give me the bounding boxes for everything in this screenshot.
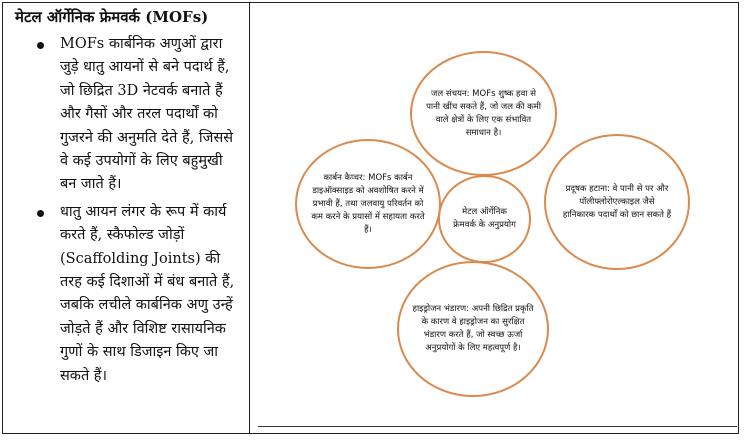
bottom-rule [258,426,737,427]
carbon-capture-circle [295,139,441,269]
bullet-text: MOFs कार्बनिक अणुओं द्वारा जुड़े धातु आयनों से बने पदार्थ हैं, जो छिद्रित 3D नेटवर्क बनाते हैं और गैसों और तरल पदार्थों को गुजरने की अनुमति देते हैं, जिससे वे कई उपयोगों के लिए बहुमुखी बन जाते हैं। [60,36,234,193]
center-text: मेटल ऑर्गेनिक फ्रेमवर्क के अनुप्रयोग [453,207,516,230]
section-title: मेटल ऑर्गेनिक फ्रेमवर्क (MOFs) [15,8,209,26]
water-harvesting-text: जल संचयन: MOFs शुष्क हवा से पानी खींच सकते हैं, जो जल की कमी वाले क्षेत्रों के लिए एक संभावित समाधान है। [426,88,541,138]
content-table [2,2,739,434]
applications-diagram [250,3,739,433]
bullet-icon [37,42,44,49]
pollutant-removal-text: प्रदूषक हटाना: वे पानी से पर और पॉलीफ्लोरोएल्काइल जैसे हानिकारक पदार्थों को छान सकते हैं [562,183,672,220]
carbon-capture-text: कार्बन कैप्चर: MOFs कार्बन डाइऑक्साइड को अवशोषित करने में प्रभावी हैं, तथा जलवायु परिवर्तन को कम करने के प्रयासों में सहायता करते हैं। [311,172,425,235]
hydrogen-storage-circle [397,261,549,397]
list-item [15,33,243,197]
pollutant-removal-circle [544,134,690,270]
bullet-text: धातु आयन लंगर के रूप में कार्य करते हैं, स्कैफोल्ड जोड़ों (Scaffolding Joints) की तरह कई दिशाओं में बंध बनाते हैं, जबकि लचीले कार्बनिक अणु उन्हें जोड़ते हैं और विशिष्ट रासायनिक गुणों के साथ डिजाइन किए जा सकते हैं। [60,203,235,384]
left-panel [3,3,249,433]
bullet-icon [37,210,44,217]
hydrogen-storage-text: हाइड्रोजन भंडारण: अपनी छिद्रित प्रकृति के कारण वे हाइड्रोजन का सुरक्षित भंडारण करते हैं, जो स्वच्छ ऊर्जा अनुप्रयोगों के लिए महत्वपूर्ण है। [412,304,534,353]
center-circle [438,175,531,263]
list-item [15,201,243,388]
bullet-list [15,33,243,388]
water-harvesting-circle [410,51,557,176]
